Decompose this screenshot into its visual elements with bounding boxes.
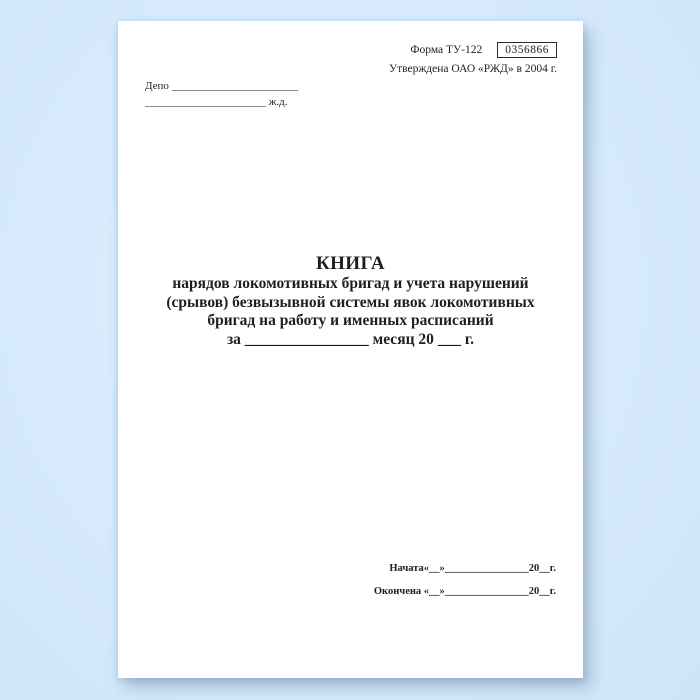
title-line-2: (срывов) безвызывной системы явок локомотивных: [166, 293, 535, 311]
title-line-1: нарядов локомотивных бригад и учета нарушений: [172, 275, 529, 292]
title-line-4: за ________________ месяц 20 ___ г.: [226, 330, 475, 348]
form-number-box: [497, 42, 557, 58]
book-title-heading: КНИГА: [315, 253, 386, 274]
depot-line-1: Депо _______________________: [145, 80, 299, 92]
finished-line: Окончена «__»________________20__г.: [373, 586, 556, 597]
form-header: [389, 42, 557, 76]
form-number: 0356866: [505, 44, 549, 56]
depot-line-2: ______________________ ж.д.: [145, 96, 288, 108]
title-line-3: бригад на работу и именных расписаний: [207, 312, 494, 329]
form-row: [389, 42, 557, 58]
form-label: Форма ТУ-122: [410, 44, 483, 56]
title-block: [118, 252, 583, 349]
started-line: Начата«__»________________20__г.: [389, 563, 556, 574]
document-page: [118, 21, 583, 678]
dates-block: [374, 562, 556, 598]
depot-block: [145, 78, 298, 110]
approved-line: Утверждена ОАО «РЖД» в 2004 г.: [388, 63, 557, 75]
